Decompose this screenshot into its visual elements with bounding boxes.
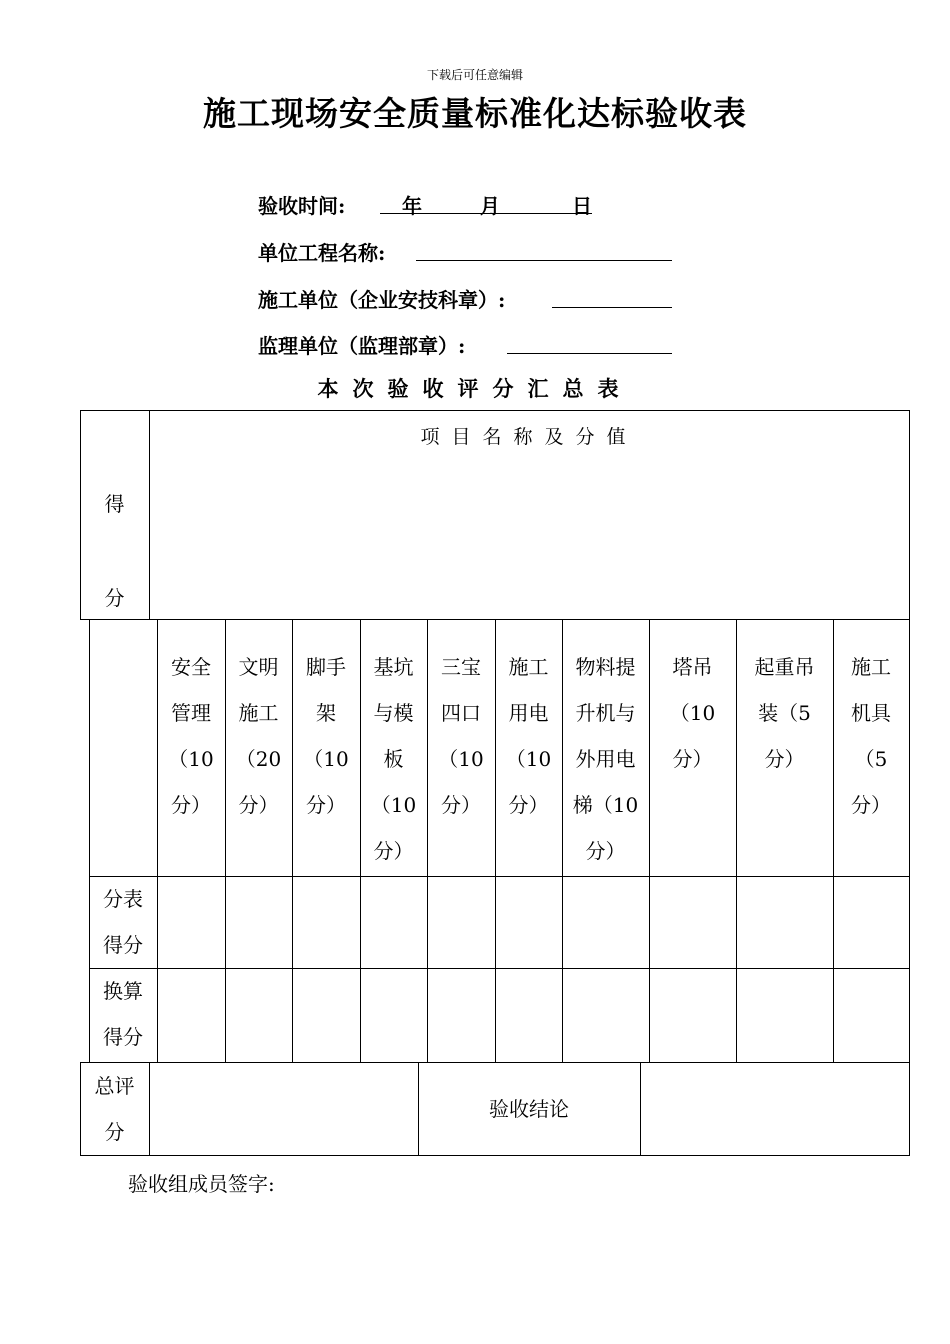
contractor-label: 施工单位（企业安技科章）: — [258, 288, 506, 312]
item-tower-crane: 塔吊 （10 分） — [669, 655, 716, 771]
converted-score-cell[interactable] — [225, 968, 292, 1062]
row-converted-score-label: 换算 得分 — [103, 979, 143, 1049]
converted-score-cell[interactable] — [292, 968, 360, 1062]
date-day: 日 — [572, 194, 592, 218]
sub-score-cell[interactable] — [427, 876, 495, 968]
item-construction-machinery: 施工 机具 （5 分） — [851, 655, 891, 817]
project-name-field[interactable] — [416, 236, 672, 261]
converted-score-cell[interactable] — [736, 968, 833, 1062]
item-civilized-construction: 文明 施工 （20 分） — [235, 655, 282, 817]
header-note: 下载后可任意编辑 — [426, 68, 523, 82]
sub-score-cell[interactable] — [495, 876, 562, 968]
date-year: 年 — [402, 194, 422, 218]
total-score-label: 总评 分 — [94, 1074, 135, 1144]
sub-score-cell[interactable] — [736, 876, 833, 968]
converted-score-cell[interactable] — [495, 968, 562, 1062]
conclusion-label: 验收结论 — [489, 1097, 569, 1121]
sub-score-cell[interactable] — [292, 876, 360, 968]
sub-score-cell[interactable] — [360, 876, 427, 968]
total-score-cell[interactable] — [149, 1062, 418, 1155]
item-three-treasures-four-openings: 三宝 四口 （10 分） — [438, 655, 484, 817]
date-month: 月 — [480, 194, 500, 218]
supervisor-field[interactable] — [507, 329, 672, 354]
item-safety-management: 安全 管理 （10 分） — [168, 655, 214, 817]
project-name-label: 单位工程名称: — [258, 241, 386, 265]
item-lifting: 起重吊 装（5 分） — [754, 655, 815, 771]
item-scaffolding: 脚手 架 （10 分） — [303, 655, 349, 817]
sub-score-cell[interactable] — [562, 876, 649, 968]
item-construction-electricity: 施工 用电 （10 分） — [505, 655, 552, 817]
date-label: 验收时间: — [258, 194, 346, 218]
converted-score-cell[interactable] — [360, 968, 427, 1062]
converted-score-cell[interactable] — [649, 968, 736, 1062]
project-header: 项目名称及分值 — [420, 426, 638, 448]
score-label-bottom: 分 — [104, 586, 125, 610]
sub-score-cell[interactable] — [225, 876, 292, 968]
summary-title: 本次验收评分汇总表 — [317, 376, 633, 401]
converted-score-cell[interactable] — [427, 968, 495, 1062]
contractor-field[interactable] — [552, 283, 672, 308]
row-sub-score-label: 分表 得分 — [103, 887, 143, 957]
score-label-top: 得 — [104, 492, 125, 516]
converted-score-cell[interactable] — [833, 968, 909, 1062]
sub-score-cell[interactable] — [833, 876, 909, 968]
item-foundation-formwork: 基坑 与模 板 （10 分） — [370, 655, 417, 863]
sub-score-cell[interactable] — [649, 876, 736, 968]
converted-score-cell[interactable] — [562, 968, 649, 1062]
page-title: 施工现场安全质量标准化达标验收表 — [203, 94, 747, 133]
conclusion-cell[interactable] — [640, 1062, 909, 1155]
supervisor-label: 监理单位（监理部章）: — [258, 334, 466, 358]
item-material-hoist: 物料提 升机与 外用电 梯（10 分） — [572, 655, 639, 863]
sub-score-cell[interactable] — [157, 876, 225, 968]
converted-score-cell[interactable] — [157, 968, 225, 1062]
signature-label: 验收组成员签字: — [128, 1172, 275, 1196]
